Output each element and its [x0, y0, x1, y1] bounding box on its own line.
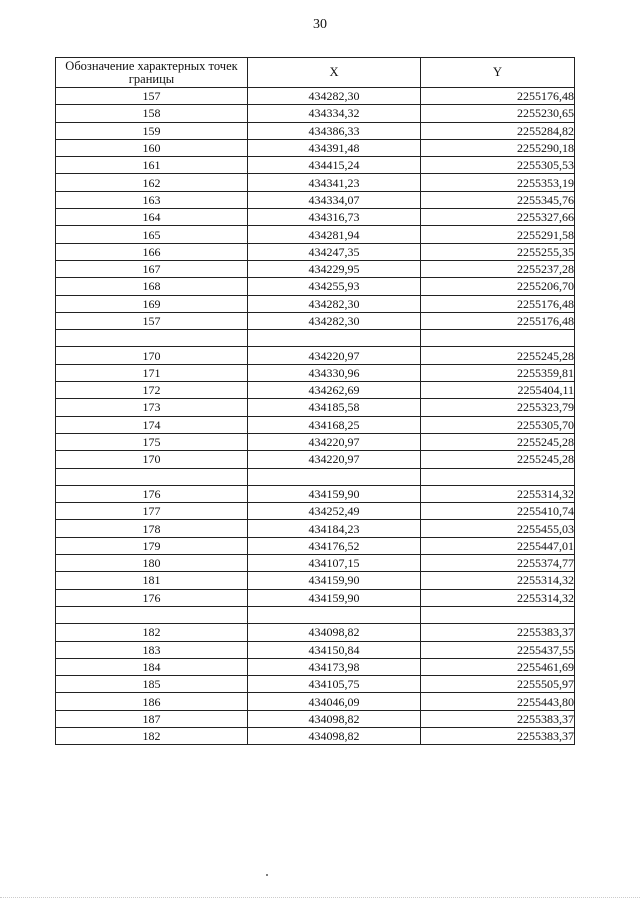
cell-y: 2255237,28: [421, 260, 575, 277]
table-row: [56, 174, 575, 191]
page-number: 30: [313, 17, 327, 32]
table-row: [56, 260, 575, 277]
table-row: [56, 295, 575, 312]
cell-point: 159: [56, 122, 248, 139]
cell-x: [248, 468, 421, 485]
cell-x: 434316,73: [248, 209, 421, 226]
table-row: [56, 226, 575, 243]
table-row: [56, 624, 575, 641]
cell-x: 434184,23: [248, 520, 421, 537]
table-row: [56, 693, 575, 710]
cell-point: 158: [56, 105, 248, 122]
cell-y: 2255353,19: [421, 174, 575, 191]
cell-point: [56, 606, 248, 623]
table-row: [56, 157, 575, 174]
table-row: [56, 727, 575, 744]
cell-point: 182: [56, 727, 248, 744]
cell-y: 2255255,35: [421, 243, 575, 260]
cell-point: 176: [56, 589, 248, 606]
table-row: [56, 676, 575, 693]
cell-x: 434098,82: [248, 624, 421, 641]
cell-point: 180: [56, 555, 248, 572]
cell-y: 2255245,28: [421, 433, 575, 450]
cell-point: 174: [56, 416, 248, 433]
cell-y: 2255305,70: [421, 416, 575, 433]
cell-x: 434107,15: [248, 555, 421, 572]
cell-x: 434330,96: [248, 364, 421, 381]
table-row: [56, 399, 575, 416]
cell-point: 187: [56, 710, 248, 727]
header-point-designation: Обозначение характерных точек границы: [56, 58, 248, 88]
cell-point: [56, 468, 248, 485]
cell-y: 2255305,53: [421, 157, 575, 174]
table-row: [56, 572, 575, 589]
table-row: [56, 364, 575, 381]
cell-point: 163: [56, 191, 248, 208]
cell-y: 2255314,32: [421, 485, 575, 502]
cell-y: 2255176,48: [421, 295, 575, 312]
cell-point: 170: [56, 451, 248, 468]
cell-point: 167: [56, 260, 248, 277]
cell-x: 434168,25: [248, 416, 421, 433]
table-header-row: [56, 58, 575, 88]
table-row: [56, 122, 575, 139]
table-row: [56, 537, 575, 554]
cell-x: 434185,58: [248, 399, 421, 416]
cell-y: 2255230,65: [421, 105, 575, 122]
cell-x: 434220,97: [248, 347, 421, 364]
cell-point: 175: [56, 433, 248, 450]
cell-point: 165: [56, 226, 248, 243]
cell-x: 434220,97: [248, 451, 421, 468]
table-row: [56, 451, 575, 468]
cell-point: 185: [56, 676, 248, 693]
table-row: [56, 139, 575, 156]
cell-y: 2255290,18: [421, 139, 575, 156]
cell-x: 434173,98: [248, 658, 421, 675]
cell-x: [248, 330, 421, 347]
cell-point: 164: [56, 209, 248, 226]
cell-y: 2255314,32: [421, 572, 575, 589]
cell-x: 434262,69: [248, 382, 421, 399]
cell-y: 2255176,48: [421, 88, 575, 105]
coordinates-table: [55, 57, 575, 745]
cell-point: 162: [56, 174, 248, 191]
cell-x: 434098,82: [248, 727, 421, 744]
cell-y: 2255176,48: [421, 312, 575, 329]
cell-x: 434159,90: [248, 572, 421, 589]
cell-y: [421, 330, 575, 347]
cell-x: 434229,95: [248, 260, 421, 277]
cell-y: 2255314,32: [421, 589, 575, 606]
cell-y: 2255206,70: [421, 278, 575, 295]
cell-y: 2255455,03: [421, 520, 575, 537]
table-row: [56, 347, 575, 364]
cell-point: 186: [56, 693, 248, 710]
cell-y: 2255437,55: [421, 641, 575, 658]
cell-y: 2255383,37: [421, 727, 575, 744]
cell-x: 434247,35: [248, 243, 421, 260]
cell-y: 2255327,66: [421, 209, 575, 226]
cell-x: 434252,49: [248, 503, 421, 520]
table-row: [56, 312, 575, 329]
cell-point: 179: [56, 537, 248, 554]
cell-point: 160: [56, 139, 248, 156]
table-row: [56, 88, 575, 105]
cell-point: 169: [56, 295, 248, 312]
table-row: [56, 243, 575, 260]
table-row: [56, 209, 575, 226]
table-row: [56, 606, 575, 623]
cell-y: [421, 468, 575, 485]
cell-y: 2255291,58: [421, 226, 575, 243]
cell-y: 2255461,69: [421, 658, 575, 675]
scan-speck: [266, 874, 268, 876]
table-body: [56, 88, 575, 745]
cell-point: 182: [56, 624, 248, 641]
cell-y: 2255447,01: [421, 537, 575, 554]
cell-y: 2255374,77: [421, 555, 575, 572]
table-row: [56, 555, 575, 572]
table-row: [56, 641, 575, 658]
cell-point: 176: [56, 485, 248, 502]
table-row: [56, 710, 575, 727]
cell-point: 170: [56, 347, 248, 364]
cell-point: 183: [56, 641, 248, 658]
cell-y: 2255323,79: [421, 399, 575, 416]
cell-x: 434150,84: [248, 641, 421, 658]
table-row: [56, 105, 575, 122]
cell-x: 434105,75: [248, 676, 421, 693]
cell-x: 434282,30: [248, 295, 421, 312]
cell-point: 161: [56, 157, 248, 174]
cell-point: [56, 330, 248, 347]
cell-point: 171: [56, 364, 248, 381]
cell-y: 2255245,28: [421, 347, 575, 364]
cell-point: 173: [56, 399, 248, 416]
cell-x: 434255,93: [248, 278, 421, 295]
cell-point: 181: [56, 572, 248, 589]
cell-x: 434415,24: [248, 157, 421, 174]
cell-point: 157: [56, 312, 248, 329]
cell-x: 434176,52: [248, 537, 421, 554]
cell-point: 184: [56, 658, 248, 675]
cell-y: 2255359,81: [421, 364, 575, 381]
table-row: [56, 520, 575, 537]
cell-x: 434386,33: [248, 122, 421, 139]
cell-x: 434334,32: [248, 105, 421, 122]
table-row: [56, 278, 575, 295]
cell-x: 434159,90: [248, 485, 421, 502]
page-bottom-edge: [0, 897, 640, 898]
table-row: [56, 485, 575, 502]
cell-x: 434391,48: [248, 139, 421, 156]
table-row: [56, 503, 575, 520]
cell-y: 2255410,74: [421, 503, 575, 520]
cell-x: 434220,97: [248, 433, 421, 450]
cell-y: 2255245,28: [421, 451, 575, 468]
header-x: X: [248, 58, 421, 88]
cell-x: 434341,23: [248, 174, 421, 191]
cell-x: 434282,30: [248, 88, 421, 105]
table-row: [56, 330, 575, 347]
cell-y: 2255443,80: [421, 693, 575, 710]
cell-y: 2255345,76: [421, 191, 575, 208]
cell-y: 2255505,97: [421, 676, 575, 693]
cell-x: 434098,82: [248, 710, 421, 727]
table-row: [56, 191, 575, 208]
cell-y: 2255383,37: [421, 710, 575, 727]
cell-point: 172: [56, 382, 248, 399]
cell-point: 177: [56, 503, 248, 520]
cell-y: [421, 606, 575, 623]
cell-point: 178: [56, 520, 248, 537]
table-row: [56, 658, 575, 675]
table-row: [56, 589, 575, 606]
table-row: [56, 416, 575, 433]
table-row: [56, 382, 575, 399]
cell-x: [248, 606, 421, 623]
cell-y: 2255383,37: [421, 624, 575, 641]
cell-point: 157: [56, 88, 248, 105]
cell-y: 2255284,82: [421, 122, 575, 139]
cell-y: 2255404,11: [421, 382, 575, 399]
cell-x: 434334,07: [248, 191, 421, 208]
cell-x: 434159,90: [248, 589, 421, 606]
cell-x: 434046,09: [248, 693, 421, 710]
cell-x: 434281,94: [248, 226, 421, 243]
table-row: [56, 433, 575, 450]
cell-point: 168: [56, 278, 248, 295]
table-row: [56, 468, 575, 485]
cell-point: 166: [56, 243, 248, 260]
header-y: Y: [421, 58, 575, 88]
cell-x: 434282,30: [248, 312, 421, 329]
